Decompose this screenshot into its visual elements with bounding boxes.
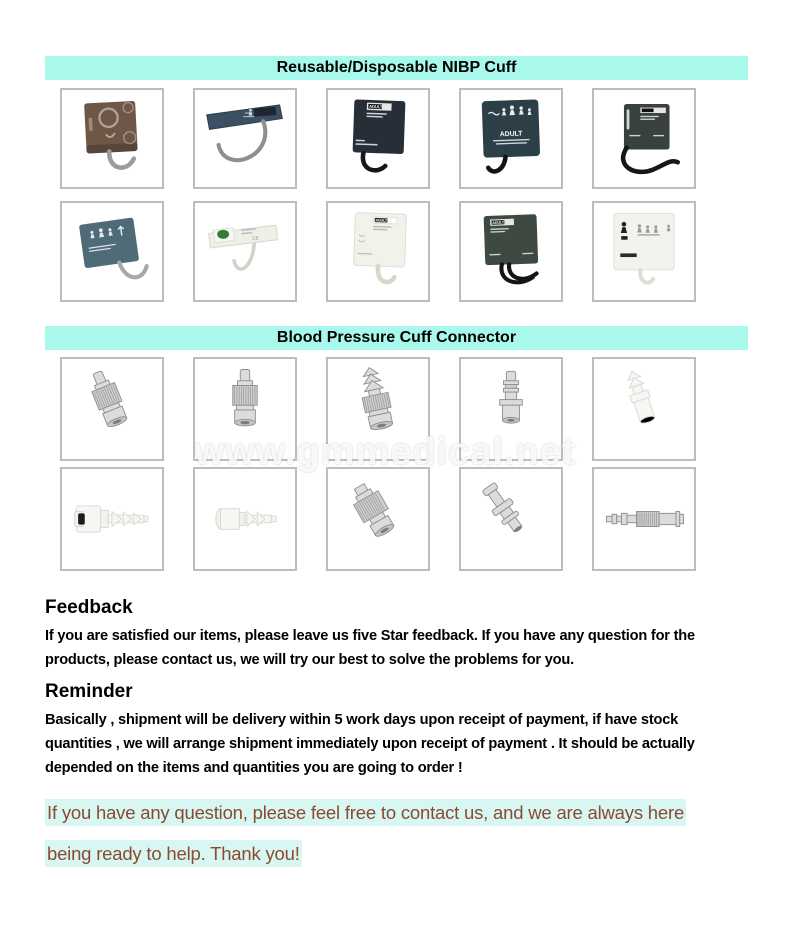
product-image-disposable-cuff-family-print <box>592 201 696 302</box>
closing-line-1: If you have any question, please feel free to contact us, and we are always here <box>45 799 686 826</box>
watermark-text: www.gmmedical.net <box>194 431 576 473</box>
svg-text:ADULT: ADULT <box>369 103 383 110</box>
product-image-plastic-connector-clip <box>60 467 164 571</box>
product-image-adult-cuff-family-print <box>459 88 563 189</box>
product-image-durable-cuff-grey <box>592 88 696 189</box>
feedback-body: If you are satisfied our items, please leave us five Star feedback. If you have any question for the products, please contact us, we will try our best to solve the problems for you. <box>45 628 695 668</box>
svg-text:ADULT: ADULT <box>499 130 523 139</box>
section-banner-nibp-cuff: Reusable/Disposable NIBP Cuff <box>45 56 748 80</box>
nibp-cuff-grid <box>45 88 748 302</box>
product-image-plastic-connector-barbed <box>592 357 696 461</box>
product-image-metal-connector-knurled-angled <box>60 357 164 461</box>
product-image-disposable-cuff-white <box>326 201 430 302</box>
product-image-metal-connector-slim <box>592 467 696 571</box>
svg-text:CE: CE <box>252 235 259 241</box>
product-image-plastic-connector-straight <box>193 467 297 571</box>
connector-grid <box>45 357 748 571</box>
product-image-metal-connector-barbed <box>326 357 430 461</box>
svg-text:ADULT: ADULT <box>375 218 388 223</box>
product-image-metal-connector-upright <box>459 357 563 461</box>
reminder-heading: Reminder <box>45 681 133 702</box>
product-image-metal-plug-connector <box>459 467 563 571</box>
product-image-neonate-cuff-white-strip <box>193 201 297 302</box>
section-banner-connector: Blood Pressure Cuff Connector <box>45 326 748 350</box>
closing-message <box>45 802 748 865</box>
feedback-heading: Feedback <box>45 597 133 618</box>
product-image-dual-tube-cuff-grey <box>459 201 563 302</box>
svg-text:ADULT: ADULT <box>492 220 505 225</box>
product-image-reusable-cuff-teal <box>60 201 164 302</box>
product-description-page <box>45 56 748 865</box>
product-image-metal-quick-connector <box>326 467 430 571</box>
product-image-reusable-cuff-navy-strip <box>193 88 297 189</box>
product-image-reusable-cuff-brown <box>60 88 164 189</box>
product-image-adult-cuff-black <box>326 88 430 189</box>
product-image-metal-connector-knurled-upright <box>193 357 297 461</box>
closing-line-2: being ready to help. Thank you! <box>45 840 302 867</box>
reminder-body: Basically , shipment will be delivery within 5 work days upon receipt of payment, if have stock quantities , we will arrange shipment immediately upon receipt of payment . It should be actually depended on the items and quantities you are going to order ! <box>45 712 695 776</box>
